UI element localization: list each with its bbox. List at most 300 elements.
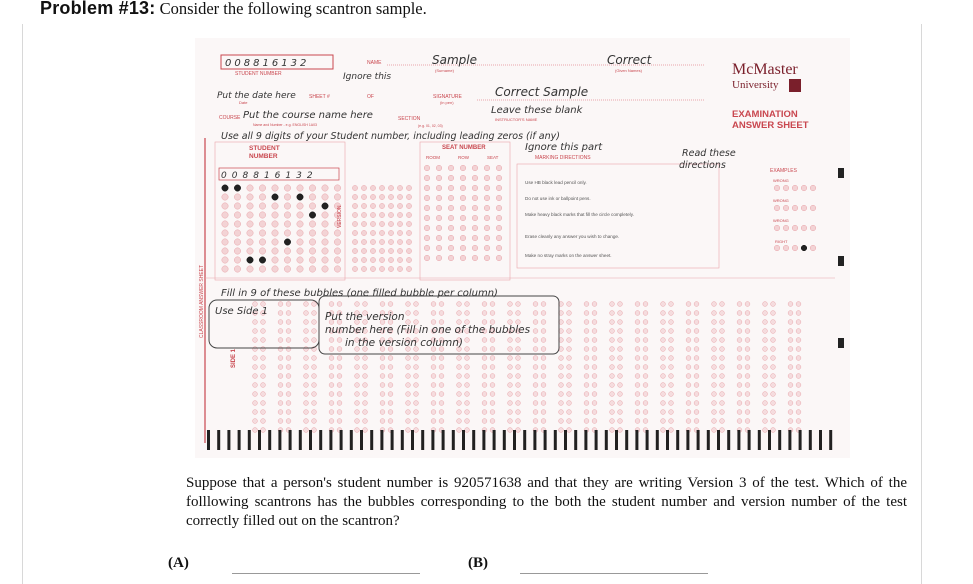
answer-bubble bbox=[771, 302, 776, 307]
answer-bubble bbox=[771, 329, 776, 334]
answer-bubble bbox=[439, 419, 444, 424]
answer-bubble bbox=[669, 410, 674, 415]
room-bubble bbox=[424, 215, 430, 221]
seat-bubble bbox=[379, 194, 384, 199]
student-bubble bbox=[284, 248, 290, 254]
answer-bubble bbox=[763, 311, 768, 316]
answer-bubble bbox=[261, 392, 266, 397]
name-label: NAME bbox=[367, 60, 382, 66]
answer-bubble bbox=[533, 392, 538, 397]
answer-bubble bbox=[720, 347, 725, 352]
answer-bubble bbox=[745, 347, 750, 352]
answer-bubble bbox=[457, 365, 462, 370]
answer-bubble bbox=[771, 410, 776, 415]
answer-bubble bbox=[592, 329, 597, 334]
answer-bubble bbox=[337, 401, 342, 406]
answer-bubble bbox=[286, 338, 291, 343]
answer-bubble bbox=[686, 365, 691, 370]
answer-bubble bbox=[516, 356, 521, 361]
answer-bubble bbox=[261, 356, 266, 361]
answer-bubble bbox=[508, 392, 513, 397]
answer-bubble bbox=[278, 302, 283, 307]
answer-bubble bbox=[788, 329, 793, 334]
timing-mark bbox=[238, 430, 241, 450]
answer-bubble bbox=[304, 302, 309, 307]
answer-bubble bbox=[694, 320, 699, 325]
answer-bubble bbox=[567, 329, 572, 334]
timing-mark bbox=[319, 430, 322, 450]
answer-bubble bbox=[414, 419, 419, 424]
answer-bubble bbox=[482, 347, 487, 352]
answer-bubble bbox=[533, 311, 538, 316]
answer-bubble bbox=[763, 392, 768, 397]
answer-bubble bbox=[261, 419, 266, 424]
answer-bubble bbox=[584, 365, 589, 370]
answer-bubble bbox=[406, 356, 411, 361]
student-bubble bbox=[297, 185, 303, 191]
answer-bubble bbox=[388, 356, 393, 361]
example-bubble bbox=[792, 185, 798, 191]
student-bubble bbox=[259, 185, 265, 191]
answer-bubble bbox=[541, 392, 546, 397]
answer-bubble bbox=[592, 347, 597, 352]
seat-bubble bbox=[361, 185, 366, 190]
answer-bubble bbox=[763, 338, 768, 343]
answer-bubble bbox=[278, 383, 283, 388]
answer-bubble bbox=[771, 356, 776, 361]
answer-bubble bbox=[712, 392, 717, 397]
answer-bubble bbox=[465, 383, 470, 388]
in-pen-label: (in pen) bbox=[440, 100, 454, 105]
student-bubble bbox=[309, 221, 315, 227]
timing-mark bbox=[727, 430, 730, 450]
timing-mark bbox=[748, 430, 751, 450]
answer-bubble bbox=[737, 302, 742, 307]
answer-bubble bbox=[431, 410, 436, 415]
answer-bubble bbox=[414, 410, 419, 415]
answer-bubble bbox=[643, 311, 648, 316]
room-bubble bbox=[460, 235, 466, 241]
answer-bubble bbox=[584, 329, 589, 334]
seat-bubble bbox=[379, 266, 384, 271]
hw-leave-blank: Leave these blank bbox=[491, 105, 583, 116]
seat-bubble bbox=[370, 194, 375, 199]
answer-bubble bbox=[712, 401, 717, 406]
answer-bubble bbox=[388, 419, 393, 424]
row-label: ROW bbox=[458, 155, 469, 160]
answer-bubble bbox=[559, 419, 564, 424]
timing-mark bbox=[278, 430, 281, 450]
answer-bubble bbox=[541, 410, 546, 415]
room-bubble bbox=[448, 235, 454, 241]
example-bubble bbox=[774, 225, 780, 231]
seat-bubble bbox=[406, 230, 411, 235]
answer-bubble bbox=[414, 383, 419, 388]
seat-bubble bbox=[406, 194, 411, 199]
answer-bubble bbox=[737, 365, 742, 370]
answer-bubble bbox=[406, 428, 411, 433]
seat-bubble bbox=[388, 221, 393, 226]
room-bubble bbox=[472, 195, 478, 201]
answer-bubble bbox=[610, 311, 615, 316]
student-bubble bbox=[322, 221, 328, 227]
seat-number-label: SEAT NUMBER bbox=[442, 145, 486, 151]
answer-bubble bbox=[763, 383, 768, 388]
answer-bubble bbox=[431, 383, 436, 388]
answer-bubble bbox=[686, 356, 691, 361]
answer-bubble bbox=[508, 347, 513, 352]
seat-bubble bbox=[397, 194, 402, 199]
answer-bubble bbox=[686, 401, 691, 406]
answer-bubble bbox=[771, 311, 776, 316]
answer-bubble bbox=[635, 365, 640, 370]
timing-mark bbox=[625, 430, 628, 450]
answer-bubble bbox=[712, 356, 717, 361]
answer-bubble bbox=[584, 320, 589, 325]
student-bubble bbox=[222, 230, 228, 236]
answer-bubble bbox=[567, 320, 572, 325]
answer-bubble bbox=[406, 365, 411, 370]
answer-bubble bbox=[286, 347, 291, 352]
timing-mark bbox=[584, 430, 587, 450]
answer-bubble bbox=[618, 365, 623, 370]
answer-bubble bbox=[380, 392, 385, 397]
room-bubble bbox=[484, 245, 490, 251]
seat-bubble bbox=[352, 203, 357, 208]
student-bubble bbox=[234, 248, 240, 254]
answer-bubble bbox=[508, 365, 513, 370]
seat-bubble bbox=[352, 221, 357, 226]
room-bubble bbox=[472, 235, 478, 241]
answer-bubble bbox=[516, 428, 521, 433]
student-bubble bbox=[272, 248, 278, 254]
timing-mark bbox=[350, 430, 353, 450]
answer-bubble bbox=[541, 320, 546, 325]
answer-bubble bbox=[355, 428, 360, 433]
student-bubble bbox=[247, 194, 253, 200]
room-bubble bbox=[424, 175, 430, 181]
answer-bubble bbox=[788, 302, 793, 307]
answer-bubble bbox=[388, 383, 393, 388]
student-bubble bbox=[247, 230, 253, 236]
answer-bubble bbox=[490, 383, 495, 388]
timing-mark bbox=[329, 430, 332, 450]
answer-bubble bbox=[516, 419, 521, 424]
seat-bubble bbox=[397, 221, 402, 226]
answer-bubble bbox=[745, 320, 750, 325]
answer-bubble bbox=[694, 356, 699, 361]
answer-bubble bbox=[516, 374, 521, 379]
university-crest bbox=[789, 79, 801, 92]
answer-bubble bbox=[541, 365, 546, 370]
room-bubble bbox=[436, 235, 442, 241]
seat-bubble bbox=[370, 248, 375, 253]
student-bubble bbox=[322, 248, 328, 254]
answer-bubble bbox=[788, 347, 793, 352]
answer-bubble bbox=[388, 392, 393, 397]
answer-bubble bbox=[643, 329, 648, 334]
answer-bubble bbox=[643, 410, 648, 415]
answer-bubble bbox=[720, 419, 725, 424]
answer-bubble bbox=[286, 311, 291, 316]
answer-bubble bbox=[337, 392, 342, 397]
answer-bubble bbox=[737, 392, 742, 397]
example-bubble bbox=[792, 245, 798, 251]
student-bubble bbox=[259, 194, 265, 200]
wrong-label-3: WRONG bbox=[773, 218, 789, 223]
answer-bubble bbox=[661, 347, 666, 352]
scantron-svg bbox=[195, 38, 850, 458]
student-bubble bbox=[259, 212, 265, 218]
example-bubble bbox=[783, 245, 789, 251]
seat-bubble bbox=[352, 248, 357, 253]
timing-mark bbox=[635, 430, 638, 450]
answer-bubble bbox=[618, 338, 623, 343]
answer-bubble bbox=[618, 401, 623, 406]
answer-bubble bbox=[286, 374, 291, 379]
answer-bubble bbox=[737, 401, 742, 406]
timing-mark bbox=[778, 430, 781, 450]
answer-bubble bbox=[635, 392, 640, 397]
student-bubble bbox=[284, 203, 290, 209]
answer-bubble bbox=[712, 311, 717, 316]
timing-mark bbox=[299, 430, 302, 450]
timing-mark bbox=[207, 430, 210, 450]
wrong-label-2: WRONG bbox=[773, 198, 789, 203]
answer-bubble bbox=[253, 347, 258, 352]
seat-bubble bbox=[370, 221, 375, 226]
hw-use-side: Use Side 1 bbox=[215, 306, 269, 317]
answer-bubble bbox=[720, 401, 725, 406]
answer-bubble bbox=[363, 428, 368, 433]
answer-bubble bbox=[278, 311, 283, 316]
answer-bubble bbox=[635, 401, 640, 406]
given-hint: (Given Names) bbox=[615, 68, 642, 73]
answer-bubble bbox=[482, 419, 487, 424]
answer-bubble bbox=[457, 383, 462, 388]
answer-bubble bbox=[745, 356, 750, 361]
answer-bubble bbox=[439, 383, 444, 388]
instruction-5: Make no stray marks on the answer sheet. bbox=[525, 253, 612, 258]
student-bubble bbox=[272, 212, 278, 218]
answer-bubble bbox=[661, 374, 666, 379]
timing-mark bbox=[788, 430, 791, 450]
answer-bubble bbox=[304, 356, 309, 361]
student-bubble bbox=[284, 230, 290, 236]
answer-bubble bbox=[567, 374, 572, 379]
hw-version-3: in the version column) bbox=[345, 337, 464, 349]
answer-bubble bbox=[431, 374, 436, 379]
student-bubble bbox=[322, 230, 328, 236]
answer-bubble bbox=[312, 329, 317, 334]
seat-bubble bbox=[388, 203, 393, 208]
answer-bubble bbox=[763, 410, 768, 415]
seat-bubble bbox=[388, 212, 393, 217]
answer-bubble bbox=[796, 401, 801, 406]
answer-bubble bbox=[763, 428, 768, 433]
answer-bubble bbox=[788, 383, 793, 388]
answer-bubble bbox=[737, 374, 742, 379]
filled-bubble bbox=[222, 185, 228, 191]
answer-bubble bbox=[337, 383, 342, 388]
room-bubble bbox=[484, 235, 490, 241]
sheet-label: SHEET # bbox=[309, 94, 330, 100]
seat-bubble bbox=[352, 257, 357, 262]
student-bubble bbox=[272, 185, 278, 191]
answer-bubble bbox=[457, 374, 462, 379]
answer-bubble bbox=[516, 347, 521, 352]
answer-bubble bbox=[439, 410, 444, 415]
answer-bubble bbox=[712, 347, 717, 352]
example-bubble bbox=[774, 185, 780, 191]
room-bubble bbox=[472, 175, 478, 181]
answer-bubble bbox=[278, 410, 283, 415]
answer-bubble bbox=[592, 311, 597, 316]
student-bubble bbox=[334, 239, 340, 245]
filled-bubble bbox=[247, 257, 253, 263]
answer-bubble bbox=[694, 419, 699, 424]
timing-mark bbox=[829, 430, 832, 450]
answer-bubble bbox=[508, 374, 513, 379]
answer-bubble bbox=[388, 302, 393, 307]
answer-bubble bbox=[618, 374, 623, 379]
course-label: COURSE bbox=[219, 115, 241, 121]
student-bubble bbox=[284, 221, 290, 227]
student-bubble bbox=[309, 230, 315, 236]
answer-bubble bbox=[355, 419, 360, 424]
filled-bubble bbox=[272, 194, 278, 200]
answer-bubble bbox=[771, 419, 776, 424]
answer-bubble bbox=[788, 338, 793, 343]
answer-bubble bbox=[253, 419, 258, 424]
room-bubble bbox=[448, 255, 454, 261]
answer-bubble bbox=[457, 428, 462, 433]
answer-bubble bbox=[431, 401, 436, 406]
answer-bubble bbox=[414, 302, 419, 307]
answer-bubble bbox=[643, 365, 648, 370]
answer-bubble bbox=[712, 320, 717, 325]
timing-mark bbox=[309, 430, 312, 450]
seat-bubble bbox=[361, 266, 366, 271]
answer-bubble bbox=[337, 374, 342, 379]
answer-bubble bbox=[669, 419, 674, 424]
answer-bubble bbox=[720, 383, 725, 388]
answer-bubble bbox=[610, 410, 615, 415]
timing-mark bbox=[503, 430, 506, 450]
answer-bubble bbox=[584, 311, 589, 316]
answer-bubble bbox=[355, 392, 360, 397]
answer-bubble bbox=[465, 392, 470, 397]
student-bubble bbox=[297, 266, 303, 272]
answer-bubble bbox=[465, 302, 470, 307]
room-bubble bbox=[436, 215, 442, 221]
student-bubble bbox=[222, 266, 228, 272]
timing-mark bbox=[595, 430, 598, 450]
answer-bubble bbox=[567, 302, 572, 307]
answer-bubble bbox=[508, 311, 513, 316]
answer-bubble bbox=[312, 311, 317, 316]
answer-bubble bbox=[720, 302, 725, 307]
wrong-label-1: WRONG bbox=[773, 178, 789, 183]
student-number-boxes bbox=[221, 55, 333, 77]
answer-bubble bbox=[261, 338, 266, 343]
answer-bubble bbox=[278, 392, 283, 397]
answer-bubble bbox=[669, 320, 674, 325]
timing-mark bbox=[289, 430, 292, 450]
seat-bubble bbox=[352, 230, 357, 235]
answer-bubble bbox=[388, 401, 393, 406]
timing-mark bbox=[462, 430, 465, 450]
answer-bubble bbox=[541, 311, 546, 316]
answer-bubble bbox=[720, 338, 725, 343]
answer-bubble bbox=[363, 302, 368, 307]
answer-bubble bbox=[482, 356, 487, 361]
answer-bubble bbox=[457, 401, 462, 406]
answer-bubble bbox=[286, 419, 291, 424]
answer-bubble bbox=[635, 410, 640, 415]
hw-put-course: Put the course name here bbox=[243, 110, 373, 121]
timing-mark bbox=[605, 430, 608, 450]
instruction-4: Erase cleanly any answer you wish to change. bbox=[525, 234, 620, 239]
answer-bubble bbox=[567, 419, 572, 424]
room-bubble bbox=[472, 165, 478, 171]
answer-bubble bbox=[482, 338, 487, 343]
answer-bubble bbox=[584, 302, 589, 307]
student-bubble bbox=[322, 266, 328, 272]
answer-bubble bbox=[406, 383, 411, 388]
answer-bubble bbox=[355, 365, 360, 370]
answer-bubble bbox=[686, 410, 691, 415]
answer-bubble bbox=[380, 401, 385, 406]
filled-bubble bbox=[284, 239, 290, 245]
answer-bubble bbox=[669, 374, 674, 379]
seat-bubble bbox=[370, 230, 375, 235]
student-bubble bbox=[272, 203, 278, 209]
answer-bubble bbox=[253, 374, 258, 379]
hw-fill-in: Fill in 9 of these bubbles (one filled bubble per column) bbox=[221, 288, 498, 299]
answer-bubble bbox=[720, 392, 725, 397]
room-bubble bbox=[424, 185, 430, 191]
answer-bubble bbox=[771, 401, 776, 406]
filled-bubble bbox=[259, 257, 265, 263]
answer-bubble bbox=[584, 401, 589, 406]
timing-mark bbox=[340, 430, 343, 450]
answer-bubble bbox=[541, 374, 546, 379]
seat-bubble bbox=[352, 185, 357, 190]
answer-bubble bbox=[304, 401, 309, 406]
answer-bubble bbox=[431, 356, 436, 361]
answer-bubble bbox=[635, 311, 640, 316]
answer-bubble bbox=[337, 338, 342, 343]
answer-bubble bbox=[610, 302, 615, 307]
seat-bubble bbox=[388, 266, 393, 271]
answer-bubble bbox=[559, 383, 564, 388]
example-bubble bbox=[783, 185, 789, 191]
answer-bubble bbox=[610, 365, 615, 370]
timing-mark bbox=[676, 430, 679, 450]
answer-bubble bbox=[304, 320, 309, 325]
answer-bubble bbox=[592, 374, 597, 379]
answer-bubble bbox=[533, 401, 538, 406]
answer-bubble bbox=[643, 320, 648, 325]
answer-bubble bbox=[533, 302, 538, 307]
seat-bubble bbox=[379, 203, 384, 208]
answer-bubble bbox=[286, 302, 291, 307]
classroom-label: CLASSROOM ANSWER SHEET bbox=[199, 264, 205, 338]
answer-bubble bbox=[559, 374, 564, 379]
answer-bubble bbox=[745, 311, 750, 316]
answer-bubble bbox=[516, 338, 521, 343]
